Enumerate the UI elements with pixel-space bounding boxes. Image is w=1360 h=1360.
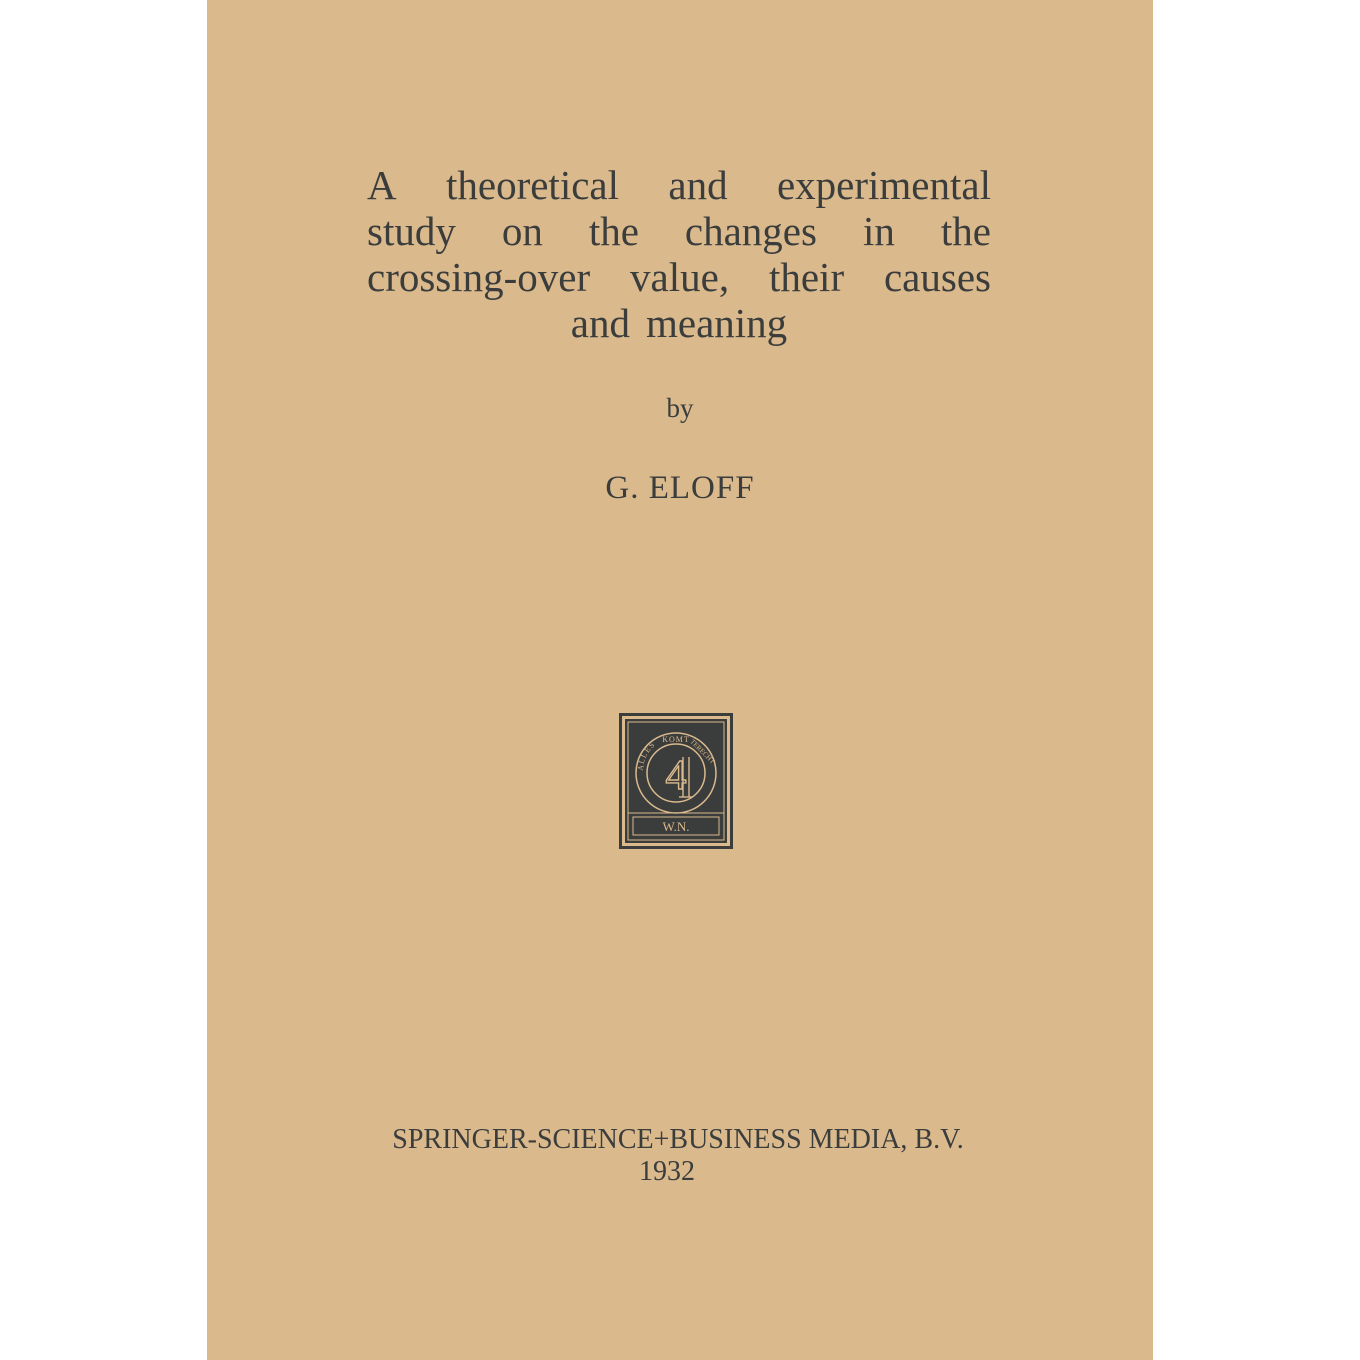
title-line-3 [367, 254, 991, 300]
title-word: and [668, 162, 728, 208]
monogram-4: 4 [665, 753, 687, 799]
ring-text-right: TERECHT [688, 737, 717, 766]
title-word: on [501, 208, 543, 254]
publication-year: 1932 [639, 1156, 695, 1187]
title-word: experimental [776, 162, 991, 208]
title-word: meaning [646, 300, 788, 346]
publisher-name: SPRINGER-SCIENCE+BUSINESS MEDIA, B.V. [392, 1124, 964, 1155]
title-word: changes [684, 208, 817, 254]
title-line-2 [367, 208, 991, 254]
title-word: crossing-over [367, 254, 591, 300]
title-word: the [588, 208, 639, 254]
printers-mark-emblem [619, 713, 733, 849]
title-word: A [367, 162, 397, 208]
book-title [367, 162, 991, 346]
title-word: their [768, 254, 845, 300]
ring-text-top: KOMT [662, 735, 690, 744]
title-word: and [570, 300, 630, 346]
by-line: by [666, 393, 694, 423]
ring-text-left: ALLES [635, 739, 657, 772]
title-word: causes [883, 254, 991, 300]
title-word: in [862, 208, 895, 254]
title-line-1 [367, 162, 991, 208]
author-name: G. ELOFF [605, 470, 755, 506]
title-word: value, [630, 254, 730, 300]
title-word: the [940, 208, 991, 254]
title-line-4 [367, 300, 991, 346]
title-word: study [367, 208, 456, 254]
title-word: theoretical [445, 162, 619, 208]
mark-initials: W.N. [662, 819, 690, 834]
